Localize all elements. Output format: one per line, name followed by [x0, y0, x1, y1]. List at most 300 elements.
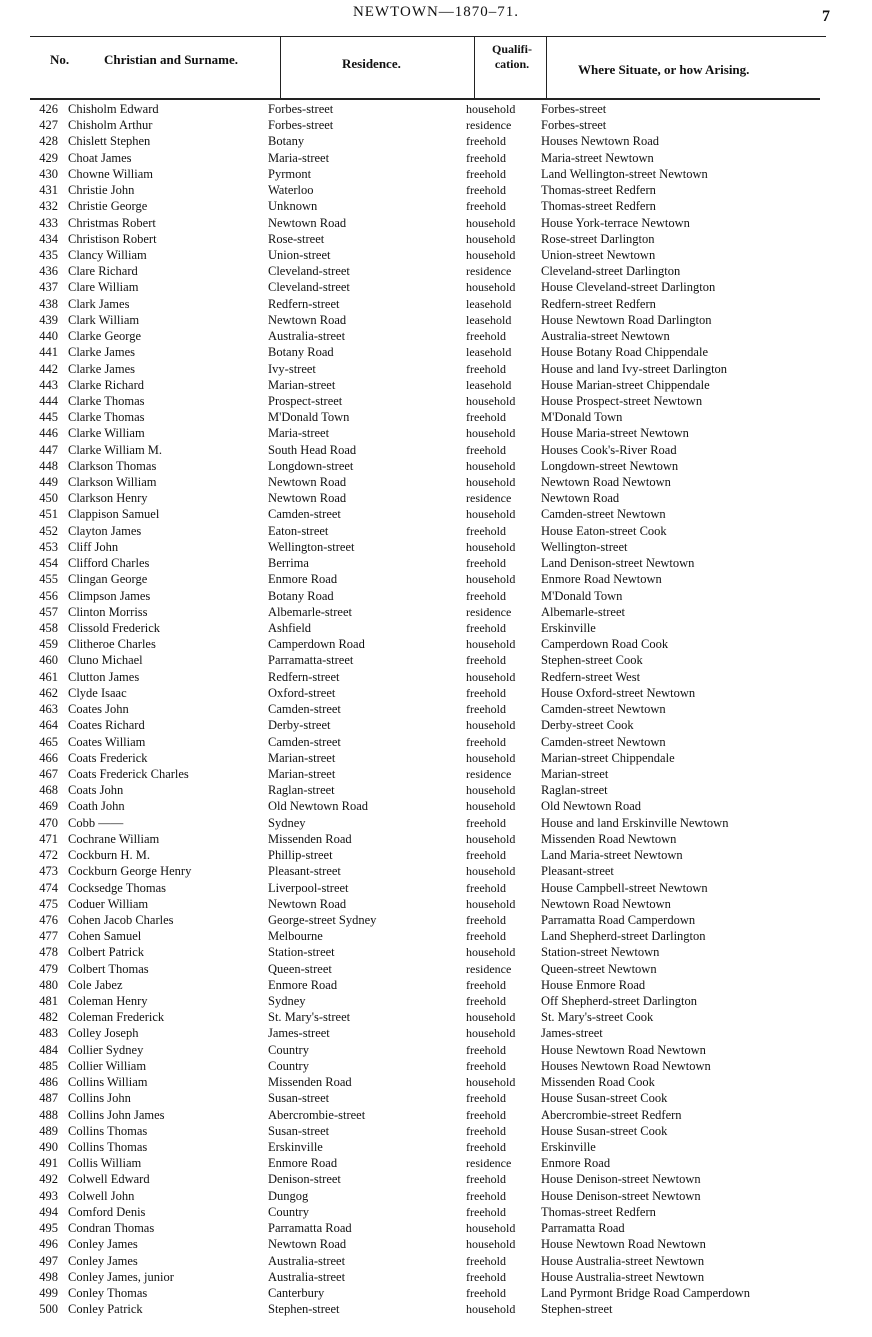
- residence: Stephen-street: [268, 1302, 340, 1317]
- entry-number: 460: [39, 653, 58, 668]
- where-situate: Forbes-street: [541, 118, 607, 133]
- table-row: [0, 652, 872, 668]
- entry-number: 482: [39, 1010, 58, 1025]
- entry-number: 440: [39, 329, 58, 344]
- qualification: freehold: [466, 1042, 506, 1057]
- where-situate: Marian-street: [541, 766, 609, 781]
- where-situate: House Newtown Road Darlington: [541, 312, 712, 327]
- where-situate: Thomas-street Redfern: [541, 199, 656, 214]
- page-title: NEWTOWN—1870–71.: [352, 4, 520, 20]
- residence: Cleveland-street: [268, 280, 350, 295]
- voter-name: Cocksedge Thomas: [68, 880, 167, 895]
- residence: Melbourne: [268, 929, 323, 944]
- residence: Australia-street: [268, 1253, 346, 1268]
- table-row: [0, 458, 872, 474]
- where-situate: Rose-street Darlington: [541, 231, 655, 246]
- table-row: [0, 912, 872, 928]
- where-situate: Parramatta Road Camperdown: [541, 912, 696, 927]
- voter-name: Christison Robert: [68, 231, 157, 246]
- register-table: [0, 101, 872, 1317]
- entry-number: 492: [39, 1172, 58, 1187]
- residence: Newtown Road: [268, 1237, 347, 1252]
- where-situate: Old Newtown Road: [541, 799, 641, 814]
- residence: Rose-street: [268, 231, 325, 246]
- residence: Botany Road: [268, 588, 334, 603]
- residence: Dungog: [268, 1188, 309, 1203]
- where-situate: House Australia-street Newtown: [541, 1253, 705, 1268]
- voter-name: Clinton Morriss: [68, 604, 148, 619]
- entry-number: 431: [39, 183, 58, 198]
- residence: Ivy-street: [268, 361, 316, 376]
- where-situate: Houses Newtown Road: [541, 134, 660, 149]
- entry-number: 500: [39, 1302, 58, 1317]
- qualification: freehold: [466, 815, 506, 830]
- voter-name: Clarke William M.: [68, 442, 163, 457]
- entry-number: 469: [39, 799, 58, 814]
- qualification: freehold: [466, 166, 506, 181]
- table-row: [0, 782, 872, 798]
- table-row: [0, 1285, 872, 1301]
- entry-number: 461: [39, 669, 58, 684]
- table-row: [0, 1058, 872, 1074]
- voter-name: Cliff John: [68, 539, 119, 554]
- table-row: [0, 831, 872, 847]
- residence: George-street Sydney: [268, 912, 377, 927]
- entry-number: 451: [39, 507, 58, 522]
- table-row: [0, 685, 872, 701]
- entry-number: 480: [39, 977, 58, 992]
- table-row: [0, 1155, 872, 1171]
- qualification: freehold: [466, 929, 506, 944]
- residence: Susan-street: [268, 1091, 330, 1106]
- voter-name: Climpson James: [68, 588, 151, 603]
- voter-name: Colwell Edward: [68, 1172, 150, 1187]
- voter-name: Coleman Henry: [68, 994, 148, 1009]
- where-situate: Houses Newtown Road Newtown: [541, 1058, 711, 1073]
- where-situate: Thomas-street Redfern: [541, 183, 656, 198]
- voter-name: Chisholm Edward: [68, 102, 159, 116]
- qualification: freehold: [466, 1058, 506, 1073]
- where-situate: Marian-street Chippendale: [541, 750, 675, 765]
- where-situate: Enmore Road: [541, 1156, 611, 1171]
- entry-number: 499: [39, 1285, 58, 1300]
- qualification: freehold: [466, 702, 506, 717]
- qualification: freehold: [466, 150, 506, 165]
- qualification: household: [466, 475, 516, 490]
- residence: Maria-street: [268, 426, 330, 441]
- where-situate: House Oxford-street Newtown: [541, 685, 696, 700]
- table-row: [0, 1220, 872, 1236]
- voter-name: Clare Richard: [68, 264, 138, 279]
- entry-number: 486: [39, 1075, 58, 1090]
- residence: Australia-street: [268, 1269, 346, 1284]
- table-row: [0, 993, 872, 1009]
- voter-name: Clarkson Henry: [68, 491, 148, 506]
- table-row: [0, 133, 872, 149]
- voter-name: Conley Thomas: [68, 1285, 148, 1300]
- where-situate: Redfern-street West: [541, 669, 641, 684]
- residence: Marian-street: [268, 766, 336, 781]
- qualification: leasehold: [466, 296, 512, 311]
- entry-number: 457: [39, 604, 58, 619]
- residence: Maria-street: [268, 150, 330, 165]
- table-row: [0, 101, 872, 117]
- qualification: household: [466, 945, 516, 960]
- entry-number: 453: [39, 539, 58, 554]
- header-qualification: Qualifi-cation.: [491, 42, 532, 71]
- residence: Forbes-street: [268, 102, 334, 116]
- residence: Pyrmont: [268, 166, 312, 181]
- where-situate: Land Pyrmont Bridge Road Camperdown: [541, 1285, 750, 1300]
- residence: Missenden Road: [268, 831, 352, 846]
- table-row: [0, 361, 872, 377]
- entry-number: 497: [39, 1253, 58, 1268]
- qualification: freehold: [466, 361, 506, 376]
- table-row: [0, 474, 872, 490]
- entry-number: 472: [39, 848, 58, 863]
- where-situate: Forbes-street: [541, 102, 607, 116]
- qualification: freehold: [466, 183, 506, 198]
- table-row: [0, 555, 872, 571]
- residence: Enmore Road: [268, 977, 338, 992]
- entry-number: 479: [39, 961, 58, 976]
- voter-name: Cohen Jacob Charles: [68, 912, 174, 927]
- qualification: freehold: [466, 1107, 506, 1122]
- table-row: [0, 296, 872, 312]
- table-row: [0, 701, 872, 717]
- residence: Cleveland-street: [268, 264, 350, 279]
- qualification: household: [466, 831, 516, 846]
- entry-number: 475: [39, 896, 58, 911]
- header-top-rule: [30, 36, 826, 37]
- qualification: freehold: [466, 848, 506, 863]
- entry-number: 458: [39, 621, 58, 635]
- table-row: [0, 669, 872, 685]
- where-situate: Abercrombie-street Redfern: [541, 1107, 682, 1122]
- entry-number: 496: [39, 1237, 58, 1252]
- voter-name: Clutton James: [68, 669, 140, 684]
- entry-number: 484: [39, 1042, 58, 1057]
- residence: Marian-street: [268, 377, 336, 392]
- entry-number: 452: [39, 523, 58, 538]
- where-situate: House Australia-street Newtown: [541, 1269, 705, 1284]
- voter-name: Chislett Stephen: [68, 134, 151, 149]
- qualification: freehold: [466, 685, 506, 700]
- qualification: residence: [466, 961, 512, 976]
- voter-name: Clarke Richard: [68, 377, 145, 392]
- table-row: [0, 1009, 872, 1025]
- where-situate: Longdown-street Newtown: [541, 458, 679, 473]
- residence: Country: [268, 1042, 309, 1057]
- residence: Camden-street: [268, 702, 341, 717]
- voter-name: Clyde Isaac: [68, 685, 127, 700]
- where-situate: Land Maria-street Newtown: [541, 848, 683, 863]
- table-row: [0, 377, 872, 393]
- where-situate: House Botany Road Chippendale: [541, 345, 708, 360]
- where-situate: Camden-street Newtown: [541, 507, 666, 522]
- entry-number: 456: [39, 588, 58, 603]
- table-row: [0, 977, 872, 993]
- where-situate: House Eaton-street Cook: [541, 523, 667, 538]
- header-no: No.: [50, 52, 70, 67]
- entry-number: 467: [39, 766, 58, 781]
- table-row: [0, 344, 872, 360]
- entry-number: 445: [39, 410, 58, 425]
- qualification: household: [466, 783, 516, 798]
- table-row: [0, 1204, 872, 1220]
- qualification: freehold: [466, 134, 506, 149]
- voter-name: Coath John: [68, 799, 125, 814]
- voter-name: Clancy William: [68, 247, 147, 262]
- table-row: [0, 1042, 872, 1058]
- residence: Newtown Road: [268, 312, 347, 327]
- where-situate: Erskinville: [541, 1140, 596, 1154]
- qualification: household: [466, 1026, 516, 1041]
- residence: Parramatta Road: [268, 1221, 352, 1236]
- qualification: household: [466, 507, 516, 522]
- residence: Berrima: [268, 556, 309, 571]
- where-situate: Raglan-street: [541, 783, 608, 798]
- entry-number: 437: [39, 280, 58, 295]
- qualification: household: [466, 458, 516, 473]
- residence: Parramatta-street: [268, 653, 354, 668]
- residence: Prospect-street: [268, 393, 343, 408]
- table-row: [0, 1171, 872, 1187]
- entry-number: 493: [39, 1188, 58, 1203]
- where-situate: Stephen-street: [541, 1302, 613, 1317]
- where-situate: Camperdown Road Cook: [541, 637, 669, 652]
- qualification: household: [466, 799, 516, 814]
- table-row: [0, 636, 872, 652]
- residence: Canterbury: [268, 1285, 325, 1300]
- where-situate: Pleasant-street: [541, 864, 614, 879]
- voter-name: Coates John: [68, 702, 129, 717]
- voter-name: Clarke William: [68, 426, 145, 441]
- table-row: [0, 734, 872, 750]
- table-row: [0, 182, 872, 198]
- residence: Botany Road: [268, 345, 334, 360]
- voter-name: Coduer William: [68, 896, 149, 911]
- qualification: household: [466, 426, 516, 441]
- residence: Unknown: [268, 199, 318, 214]
- where-situate: House Marian-street Chippendale: [541, 377, 710, 392]
- residence: Botany: [268, 134, 305, 149]
- table-row: [0, 766, 872, 782]
- where-situate: Erskinville: [541, 621, 596, 635]
- entry-number: 444: [39, 393, 58, 408]
- qualification: household: [466, 750, 516, 765]
- where-situate: Australia-street Newtown: [541, 329, 670, 344]
- table-row: [0, 279, 872, 295]
- residence: Erskinville: [268, 1140, 323, 1154]
- qualification: freehold: [466, 199, 506, 214]
- table-row: [0, 490, 872, 506]
- column-divider: [280, 36, 281, 98]
- table-row: [0, 863, 872, 879]
- entry-number: 432: [39, 199, 58, 214]
- where-situate: Derby-street Cook: [541, 718, 634, 733]
- entry-number: 489: [39, 1123, 58, 1138]
- voter-name: Cockburn George Henry: [68, 864, 192, 879]
- residence: Camperdown Road: [268, 637, 365, 652]
- entry-number: 446: [39, 426, 58, 441]
- where-situate: House Newtown Road Newtown: [541, 1237, 706, 1252]
- residence: Union-street: [268, 247, 331, 262]
- where-situate: House and land Ivy-street Darlington: [541, 361, 728, 376]
- entry-number: 491: [39, 1156, 58, 1171]
- where-situate: House Denison-street Newtown: [541, 1172, 701, 1187]
- residence: Marian-street: [268, 750, 336, 765]
- voter-name: Coleman Frederick: [68, 1010, 165, 1025]
- qualification: household: [466, 393, 516, 408]
- where-situate: Land Denison-street Newtown: [541, 556, 695, 571]
- entry-number: 487: [39, 1091, 58, 1106]
- where-situate: House Cleveland-street Darlington: [541, 280, 716, 295]
- qualification: freehold: [466, 621, 506, 635]
- qualification: household: [466, 669, 516, 684]
- table-row: [0, 880, 872, 896]
- voter-name: Clitheroe Charles: [68, 637, 156, 652]
- entry-number: 477: [39, 929, 58, 944]
- qualification: freehold: [466, 1091, 506, 1106]
- page-number: 7: [822, 8, 830, 25]
- entry-number: 498: [39, 1269, 58, 1284]
- residence: Old Newtown Road: [268, 799, 368, 814]
- voter-name: Clayton James: [68, 523, 142, 538]
- table-row: [0, 928, 872, 944]
- where-situate: Camden-street Newtown: [541, 734, 666, 749]
- voter-name: Cockburn H. M.: [68, 848, 150, 863]
- voter-name: Clifford Charles: [68, 556, 150, 571]
- where-situate: House Susan-street Cook: [541, 1091, 668, 1106]
- qualification: freehold: [466, 329, 506, 344]
- residence: Redfern-street: [268, 296, 340, 311]
- residence: Forbes-street: [268, 118, 334, 133]
- voter-name: Clarke George: [68, 329, 142, 344]
- entry-number: 478: [39, 945, 58, 960]
- entry-number: 470: [39, 815, 58, 830]
- where-situate: Off Shepherd-street Darlington: [541, 994, 697, 1009]
- voter-name: Coats Frederick: [68, 750, 148, 765]
- voter-name: Cochrane William: [68, 831, 160, 846]
- column-divider: [474, 36, 475, 98]
- entry-number: 442: [39, 361, 58, 376]
- qualification: household: [466, 637, 516, 652]
- where-situate: Maria-street Newtown: [541, 150, 654, 165]
- voter-name: Clark William: [68, 312, 140, 327]
- qualification: household: [466, 864, 516, 879]
- voter-name: Coats Frederick Charles: [68, 766, 189, 781]
- qualification: freehold: [466, 653, 506, 668]
- voter-name: Cluno Michael: [68, 653, 143, 668]
- voter-name: Clarke Thomas: [68, 410, 145, 425]
- voter-name: Collins Thomas: [68, 1123, 148, 1138]
- residence: Station-street: [268, 945, 335, 960]
- voter-name: Collins John: [68, 1091, 131, 1106]
- qualification: freehold: [466, 442, 506, 457]
- entry-number: 434: [39, 231, 58, 246]
- entry-number: 468: [39, 783, 58, 798]
- table-row: [0, 1107, 872, 1123]
- where-situate: St. Mary's-street Cook: [541, 1010, 654, 1025]
- qualification: household: [466, 539, 516, 554]
- where-situate: House Maria-street Newtown: [541, 426, 689, 441]
- qualification: freehold: [466, 556, 506, 571]
- qualification: household: [466, 231, 516, 246]
- where-situate: Union-street Newtown: [541, 247, 656, 262]
- table-row: [0, 215, 872, 231]
- entry-number: 428: [39, 134, 58, 149]
- table-row: [0, 247, 872, 263]
- where-situate: James-street: [541, 1026, 603, 1041]
- table-row: [0, 1253, 872, 1269]
- entry-number: 439: [39, 312, 58, 327]
- voter-name: Clark James: [68, 296, 130, 311]
- residence: Newtown Road: [268, 896, 347, 911]
- where-situate: House Susan-street Cook: [541, 1123, 668, 1138]
- voter-name: Clare William: [68, 280, 139, 295]
- table-row: [0, 117, 872, 133]
- voter-name: Coats John: [68, 783, 124, 798]
- entry-number: 474: [39, 880, 58, 895]
- where-situate: Houses Cook's-River Road: [541, 442, 677, 457]
- entry-number: 473: [39, 864, 58, 879]
- qualification: residence: [466, 118, 512, 133]
- residence: Waterloo: [268, 183, 314, 198]
- residence: Albemarle-street: [268, 604, 352, 619]
- where-situate: Land Wellington-street Newtown: [541, 166, 708, 181]
- voter-name: Coates Richard: [68, 718, 145, 733]
- qualification: household: [466, 1302, 516, 1317]
- table-row: [0, 1025, 872, 1041]
- voter-name: Chowne William: [68, 166, 154, 181]
- table-row: [0, 1188, 872, 1204]
- entry-number: 447: [39, 442, 58, 457]
- table-row: [0, 961, 872, 977]
- voter-name: Collins Thomas: [68, 1140, 148, 1154]
- where-situate: Stephen-street Cook: [541, 653, 643, 668]
- residence: Missenden Road: [268, 1075, 352, 1090]
- where-situate: M'Donald Town: [541, 588, 623, 603]
- where-situate: Cleveland-street Darlington: [541, 264, 681, 279]
- residence: Oxford-street: [268, 685, 336, 700]
- entry-number: 430: [39, 166, 58, 181]
- qualification: freehold: [466, 1204, 506, 1219]
- residence: M'Donald Town: [268, 410, 350, 425]
- voter-name: Collier Sydney: [68, 1042, 144, 1057]
- voter-name: Clarke Thomas: [68, 393, 145, 408]
- where-situate: Redfern-street Redfern: [541, 296, 656, 311]
- qualification: household: [466, 1237, 516, 1252]
- qualification: household: [466, 102, 516, 116]
- where-situate: Newtown Road: [541, 491, 620, 506]
- qualification: household: [466, 1221, 516, 1236]
- voter-name: Colbert Thomas: [68, 961, 149, 976]
- entry-number: 494: [39, 1204, 58, 1219]
- residence: Susan-street: [268, 1123, 330, 1138]
- qualification: freehold: [466, 410, 506, 425]
- column-divider: [546, 36, 547, 98]
- entry-number: 481: [39, 994, 58, 1009]
- voter-name: Choat James: [68, 150, 132, 165]
- voter-name: Conley James: [68, 1253, 138, 1268]
- qualification: household: [466, 1075, 516, 1090]
- voter-name: Colbert Patrick: [68, 945, 145, 960]
- table-row: [0, 588, 872, 604]
- entry-number: 433: [39, 215, 58, 230]
- residence: Country: [268, 1058, 309, 1073]
- qualification: residence: [466, 604, 512, 619]
